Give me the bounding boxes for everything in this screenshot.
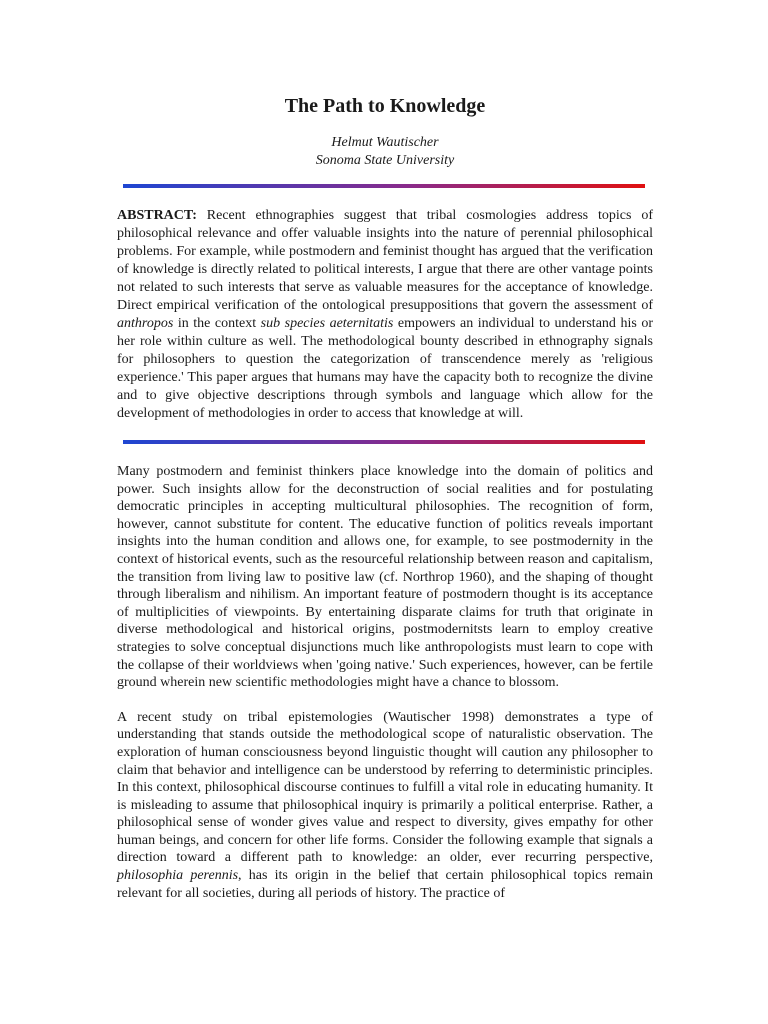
author-name: Helmut Wautischer <box>331 135 439 150</box>
author-block <box>117 134 653 170</box>
abstract-text-3: empowers an individual to understand his or her role within culture as well. The methodological bounty described in ethnography signals for philosophers to question the categorization of transcendence merely as 'religious experience.' This paper argues that humans may have the capacity both to recognize the divine and to give objective descriptions through symbols and language which allow for the development of methodologies in order to access that knowledge at will. <box>117 316 653 421</box>
body-paragraph-2-text-1: A recent study on tribal epistemologies (Wautischer 1998) demonstrates a type of understanding that stands outside the methodological scope of naturalistic observation. The exploration of human consciousness beyond linguistic thought will caution any philosopher to claim that behavior and intelligence can be understood by referring to deterministic principles. In this context, philosophical discourse continues to fulfill a vital role in educating humanity. It is misleading to assume that philosophical inquiry is primarily a political enterprise. Rather, a philosophical sense of wonder gives value and respect to diversity, gives empathy for other human beings, and concern for other life forms. Consider the following example that signals a direction toward a different path to knowledge: an older, ever recurring perspective, <box>117 709 653 866</box>
body-paragraph-2 <box>117 709 653 903</box>
abstract-emphasis-latin: sub species aeternitatis <box>260 316 394 331</box>
body-paragraph-1: Many postmodern and feminist thinkers place knowledge into the domain of politics and power. Such insights allow for the deconstruction of social realities and for postulating democratic principles in accepting multicultural philosophies. The recognition of form, however, cannot substitute for content. The educative function of politics reveals important insights into the human condition and allows one, for example, to see postmodernity in the context of historical events, such as the resourceful relationship between reason and capitalism, the transition from living law to positive law (cf. Northrop 1960), and the shaping of thought through liberalism and nihilism. An important feature of postmodern thought is its acceptance of multiplicities of viewpoints. By entertaining disparate claims for truth that originate in diverse methodological and historical origins, postmodernitsts learn to employ creative strategies to solve conceptual disjunctions much like anthropologists must learn to cope with the collapse of their worldviews when 'going native.' Such experiences, however, can be fertile ground wherein new scientific methodologies might have a chance to blossom. <box>117 464 653 691</box>
abstract-label: ABSTRACT: <box>117 208 197 223</box>
middle-divider <box>123 440 645 444</box>
abstract-text-1: Recent ethnographies suggest that tribal cosmologies address topics of philosophical relevance and offer valuable insights into the nature of perennial philosophical problems. For example, while postmodern and feminist thought has argued that the verification of knowledge is directly related to political interests, I argue that there are other vantage points not related to such interests that serve as valuable measures for the acceptance of knowledge. Direct empirical verification of the ontological presuppositions that govern the assessment of <box>117 208 653 313</box>
abstract <box>117 207 653 423</box>
abstract-text-2: in the context <box>173 316 261 331</box>
paper-page <box>117 92 653 902</box>
author-affiliation: Sonoma State University <box>315 153 455 168</box>
top-divider <box>123 184 645 188</box>
body-paragraph-2-emphasis: philosophia perennis <box>117 868 239 884</box>
abstract-emphasis-anthropos: anthropos <box>117 316 174 331</box>
paper-title: The Path to Knowledge <box>284 95 486 117</box>
body-paragraph-2-text-2: , has its origin in the belief that certain philosophical topics remain relevant for all societies, during all periods of history. The practice of <box>117 868 654 901</box>
